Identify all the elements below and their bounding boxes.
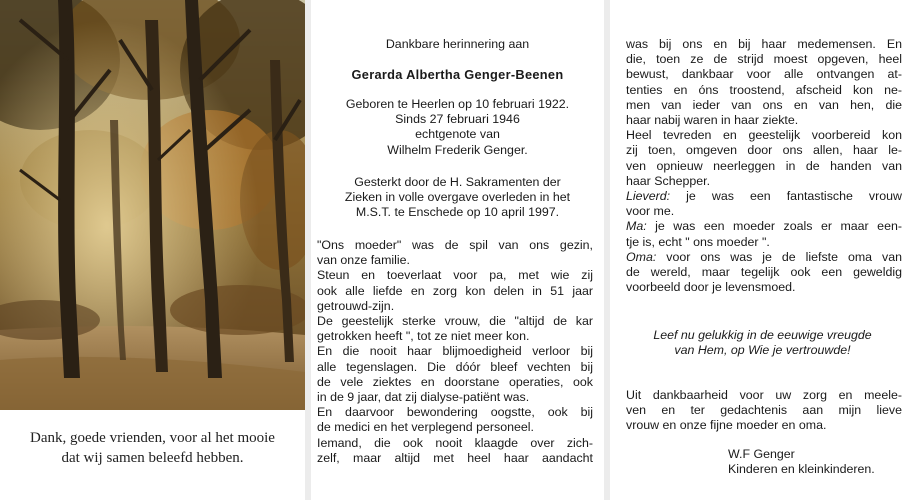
thanks-line-1: Uit dankbaarheid voor uw zorg en meele- bbox=[626, 388, 902, 402]
middle-line: de medici en het verplegend personeel. bbox=[317, 420, 534, 435]
thanks-block bbox=[626, 388, 902, 434]
right-line: zij toen, omgeven door ons allen, haar le- bbox=[626, 143, 902, 158]
right-line: haar Schepper. bbox=[626, 173, 711, 188]
right-line: de wereld, maar tegelijk ook een geweldig bbox=[626, 265, 902, 280]
middle-line: En daarvoor bewondering oogstte, ook bij bbox=[317, 405, 593, 420]
middle-line: alle tegenslagen. Die dóór bleef vechten bij bbox=[317, 359, 593, 374]
sacrament-line-2: Zieken in volle overgave overleden in het bbox=[344, 190, 571, 205]
right-line: men van ieder van ons en van hen, die bbox=[626, 97, 902, 112]
poem-line-2: van Hem, op Wie je vertrouwde! bbox=[674, 343, 851, 358]
caption-line-1: Dank, goede vrienden, voor al het mooie bbox=[30, 430, 275, 446]
oma-label: Oma: bbox=[626, 249, 657, 264]
middle-line: getrokken heeft ", tot ze niet meer kon. bbox=[317, 329, 530, 344]
thanks-line-2: ven en ter gedachtenis aan mijn lieve bbox=[626, 403, 902, 418]
right-line: tje is, echt " ons moeder ". bbox=[626, 234, 770, 249]
oma-line bbox=[626, 250, 902, 265]
middle-panel bbox=[311, 0, 604, 500]
middle-line: in de 9 jaar, dat zij dialyse-patiënt was. bbox=[317, 390, 530, 405]
middle-line: van onze familie. bbox=[317, 253, 410, 268]
middle-body bbox=[317, 238, 593, 466]
poem bbox=[620, 328, 905, 358]
middle-line: ook alle liefde en zorg kon delen in 51 jaar bbox=[317, 283, 593, 298]
forest-photo bbox=[0, 0, 305, 410]
photo-caption bbox=[6, 428, 299, 468]
middle-line: Steun en toeverlaat voor pa, met wie zij bbox=[317, 268, 593, 283]
sacrament-line-1: Gesterkt door de H. Sakramenten der bbox=[354, 175, 561, 189]
middle-line: zelf, maar altijd met heel haar aandacht bbox=[317, 450, 593, 465]
middle-line: En die nooit haar blijmoedigheid verloor bij bbox=[317, 344, 593, 359]
right-body bbox=[626, 37, 902, 295]
oma-text: voor ons was je de liefste oma van bbox=[656, 249, 902, 264]
poem-line-1: Leef nu gelukkig in de eeuwige vreugde bbox=[653, 328, 872, 342]
right-line: haar nabij waren in haar ziekte. bbox=[626, 113, 799, 128]
right-line: bewust, dankbaar voor alle ontvangen at- bbox=[626, 67, 902, 82]
photo-panel bbox=[0, 0, 305, 500]
deceased-name: Gerarda Albertha Genger-Beenen bbox=[351, 67, 564, 82]
right-line: die, toen ze de strijd moest opgeven, heel bbox=[626, 52, 902, 67]
ma-line bbox=[626, 219, 902, 234]
right-line: ven opnieuw neerleggen in de handen van bbox=[626, 158, 902, 173]
right-line: was bij ons en bij haar medemensen. En bbox=[626, 37, 902, 51]
ma-text: je was een moeder zoals er maar een- bbox=[646, 219, 902, 234]
right-panel bbox=[610, 0, 915, 500]
signature-name: W.F Genger bbox=[728, 447, 795, 461]
thanks-line-3: vrouw en onze fijne moeder en oma. bbox=[626, 418, 827, 433]
intro-text: Dankbare herinnering aan bbox=[385, 37, 530, 51]
marriage-date-line: Sinds 27 februari 1946 bbox=[395, 112, 520, 127]
middle-line: getrouwd-zijn. bbox=[317, 298, 395, 313]
birth-line: Geboren te Heerlen op 10 februari 1922. bbox=[345, 97, 570, 111]
lieverd-line bbox=[626, 189, 902, 204]
sacrament-line-3: M.S.T. te Enschede op 10 april 1997. bbox=[355, 205, 560, 220]
right-line: tenties en óns troostend, afscheid kon ne- bbox=[626, 82, 902, 97]
signature-family: Kinderen en kleinkinderen. bbox=[728, 462, 875, 477]
right-line: voorbeeld door je levensmoed. bbox=[626, 280, 796, 295]
right-line: voor me. bbox=[626, 204, 675, 219]
middle-line: de vele ziektes en doorstane operaties, ook bbox=[317, 374, 593, 389]
middle-line: De geestelijk sterke vrouw, die "altijd de kar bbox=[317, 314, 593, 329]
husband-name: Wilhelm Frederik Genger. bbox=[387, 142, 528, 157]
right-line: Heel tevreden en geestelijk voorbereid kon bbox=[626, 128, 902, 143]
middle-line: "Ons moeder" was de spil van ons gezin, bbox=[317, 238, 593, 252]
spouse-of-line: echtgenote van bbox=[415, 127, 500, 142]
middle-line: Iemand, die ook nooit klaagde over zich- bbox=[317, 435, 593, 450]
ma-label: Ma: bbox=[626, 219, 647, 234]
lieverd-text: je was een fantastische vrouw bbox=[670, 189, 902, 204]
caption-line-2: dat wij samen beleefd hebben. bbox=[61, 450, 244, 466]
lieverd-label: Lieverd: bbox=[626, 189, 671, 204]
signature bbox=[728, 447, 908, 477]
